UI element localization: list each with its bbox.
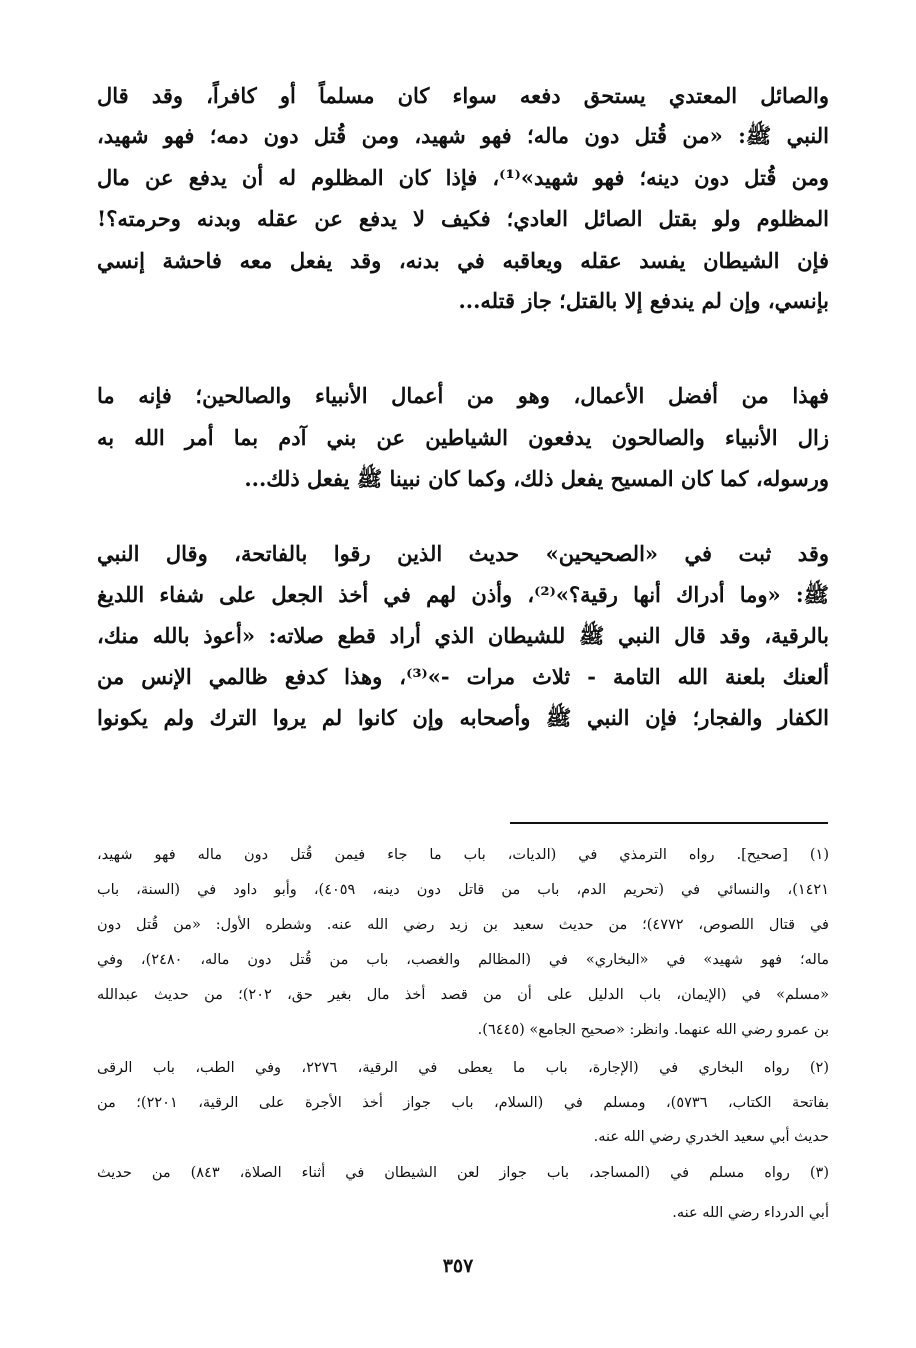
footnote-line: ماله؛ فهو شهيد» في «البخاري» في (المظالم والغصب، باب من قُتل دون ماله، ٢٤٨٠)، وفي bbox=[97, 952, 830, 968]
text-line: الكفار والفجار؛ فإن النبي ﷺ وأصحابه وإن كانوا لم يروا الترك ولم يكونوا bbox=[97, 705, 829, 730]
text-line: ﷺ: «وما أدراك أنها رقية؟»⁽²⁾، وأذن لهم في أخذ الجعل على شفاء اللديغ bbox=[97, 582, 829, 607]
page-number: ٣٥٧ bbox=[442, 1255, 474, 1277]
text-line: ألعنك بلعنة الله التامة - ثلاث مرات -»⁽³⁾، وهذا كدفع ظالمي الإنس من bbox=[97, 664, 829, 689]
text-line: النبي ﷺ: «من قُتل دون ماله؛ فهو شهيد، ومن قُتل دون دمه؛ فهو شهيد، bbox=[97, 123, 829, 148]
text-line: زال الأنبياء والصالحون يدفعون الشياطين عن بني آدم بما أمر الله به bbox=[97, 425, 829, 450]
footnote-line: (٢) رواه البخاري في (الإجارة، باب ما يعطى في الرقية، ٢٢٧٦، وفي الطب، باب الرقى bbox=[97, 1060, 829, 1076]
footnote-line: بن عمرو رضي الله عنهما. وانظر: «صحيح الجامع» (٦٤٤٥). bbox=[477, 1022, 829, 1038]
text-line: فهذا من أفضل الأعمال، وهو من أعمال الأنبياء والصالحين؛ فإنه ما bbox=[97, 383, 829, 408]
text-line: المظلوم ولو بقتل الصائل العادي؛ فكيف لا يدفع عن عقله وبدنه وحرمته؟! bbox=[97, 206, 829, 231]
footnote-separator bbox=[510, 822, 828, 824]
text-line: بالرقية، وقد قال النبي ﷺ للشيطان الذي أراد قطع صلاته: «أعوذ بالله منك، bbox=[97, 623, 829, 648]
footnote-line: في قتال اللصوص، ٤٧٧٢)؛ من حديث سعيد بن زيد رضي الله عنه. وشطره الأول: «من قُتل دون bbox=[97, 917, 829, 933]
footnote-line: «مسلم» في (الإيمان، باب الدليل على أن من قصد أخذ مال بغير حق، ٢٠٢)؛ من حديث عبدالله bbox=[97, 987, 829, 1003]
text-line: بإنسي، وإن لم يندفع إلا بالقتل؛ جاز قتله... bbox=[458, 288, 829, 313]
footnote-line: أبي الدرداء رضي الله عنه. bbox=[672, 1205, 829, 1221]
footnote-line: (٣) رواه مسلم في (المساجد، باب جواز لعن الشيطان في أثناء الصلاة، ٨٤٣) من حديث bbox=[97, 1165, 829, 1181]
footnote-line: ١٤٢١)، والنسائي في (تحريم الدم، باب من قاتل دون دينه، ٤٠٥٩)، وأبو داود في (السنة، باب bbox=[97, 882, 830, 898]
text-line: وقد ثبت في «الصحيحين» حديث الذين رقوا بالفاتحة، وقال النبي bbox=[97, 541, 829, 566]
footnote-line: حديث أبي سعيد الخدري رضي الله عنه. bbox=[593, 1129, 829, 1145]
footnote-line: بفاتحة الكتاب، ٥٧٣٦)، ومسلم في (السلام، باب جواز أخذ الأجرة على الرقية، ٢٢٠١)؛ من bbox=[97, 1095, 830, 1111]
text-line: ورسوله، كما كان المسيح يفعل ذلك، وكما كان نبينا ﷺ يفعل ذلك... bbox=[244, 466, 829, 491]
text-line: فإن الشيطان يفسد عقله ويعاقبه في بدنه، وقد يفعل معه فاحشة إنسي bbox=[97, 248, 829, 273]
footnote-line: (١) [صحيح]. رواه الترمذي في (الديات، باب ما جاء فيمن قُتل دون ماله فهو شهيد، bbox=[97, 847, 829, 863]
text-line: ومن قُتل دون دينه؛ فهو شهيد»⁽¹⁾، فإذا كان المظلوم له أن يدفع عن مال bbox=[97, 165, 829, 190]
text-line: والصائل المعتدي يستحق دفعه سواء كان مسلماً أو كافراً، وقد قال bbox=[97, 83, 829, 108]
